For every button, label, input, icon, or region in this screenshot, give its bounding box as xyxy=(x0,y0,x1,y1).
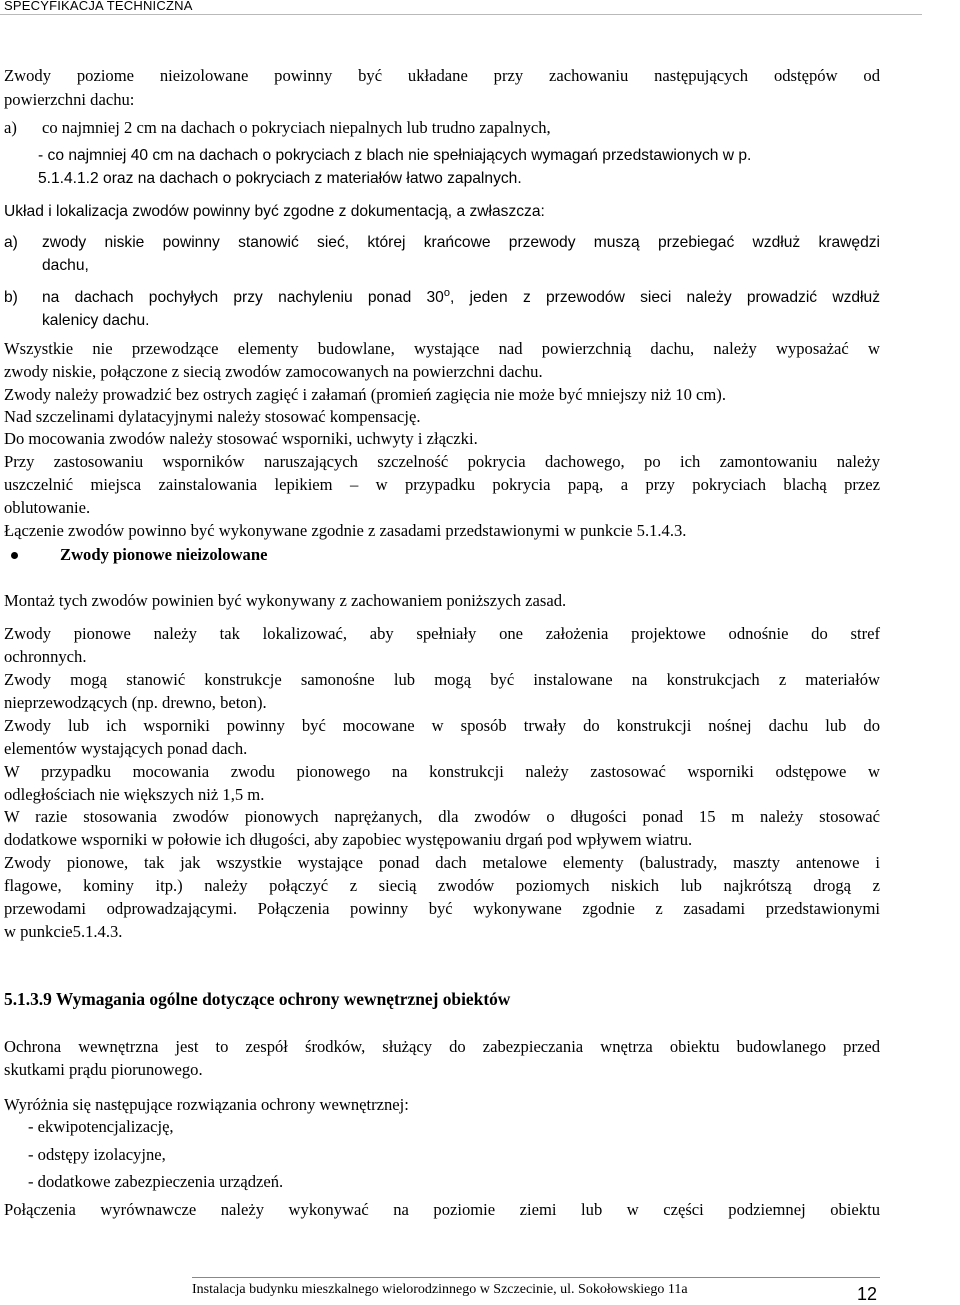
footer-divider xyxy=(192,1277,880,1278)
paragraph-line: Montaż tych zwodów powinien być wykonywany z zachowaniem poniższych zasad. xyxy=(4,591,567,610)
paragraph-line: uszczelnić miejsca zainstalowania lepikiem – w przypadku pokrycia papą, a przy pokryciach blachą przez xyxy=(4,475,880,494)
paragraph-line: dodatkowe wsporniki w połowie ich długości, aby zapobiec występowaniu drgań pod wpływem wiatru. xyxy=(4,830,693,849)
paragraph-line: flagowe, kominy itp.) należy połączyć z siecią zwodów poziomych niskich lub najkrótszą drogą z xyxy=(4,876,880,895)
paragraph-line: oblutowanie. xyxy=(4,498,91,517)
paragraph-line: Zwody należy prowadzić bez ostrych zagięć i załamań (promień zagięcia nie może być mniejszy niż 10 cm). xyxy=(4,385,726,404)
paragraph-line: Wyróżnia się następujące rozwiązania ochrony wewnętrznej: xyxy=(4,1095,409,1114)
list-item: kalenicy dachu. xyxy=(42,312,150,329)
paragraph-line: powierzchni dachu: xyxy=(4,90,135,109)
paragraph-line: Do mocowania zwodów należy stosować wsporniki, uchwyty i złączki. xyxy=(4,429,478,448)
paragraph-line: W przypadku mocowania zwodu pionowego na konstrukcji należy zastosować wsporniki odstępowe w xyxy=(4,762,880,781)
paragraph-line: Układ i lokalizacja zwodów powinny być zgodne z dokumentacją, a zwłaszcza: xyxy=(4,203,545,220)
header-title: SPECYFIKACJA TECHNICZNA xyxy=(4,0,193,13)
list-item xyxy=(42,287,880,309)
list-item-text: na dachach pochyłych przy nachyleniu ponad 30 xyxy=(42,289,444,306)
paragraph-line: odległościach nie większych niż 1,5 m. xyxy=(4,785,265,804)
list-item: - odstępy izolacyjne, xyxy=(28,1145,166,1164)
list-label: a) xyxy=(4,118,17,137)
paragraph-line: Ochrona wewnętrzna jest to zespół środków, służący do zabezpieczania wnętrza obiektu budowlanego przed xyxy=(4,1037,880,1056)
list-item: dachu, xyxy=(42,257,89,274)
degree-sup: o xyxy=(443,287,450,299)
paragraph-line: W razie stosowania zwodów pionowych naprężanych, dla zwodów o długości ponad 15 m należy stosować xyxy=(4,807,880,826)
paragraph-line: elementów wystających ponad dach. xyxy=(4,739,248,758)
paragraph-line: Zwody pionowe, tak jak wszystkie wystające ponad dach metalowe elementy (balustrady, maszty antenowe i xyxy=(4,853,880,872)
section-heading: 5.1.3.9 Wymagania ogólne dotyczące ochrony wewnętrznej obiektów xyxy=(4,989,511,1009)
paragraph-line: nieprzewodzących (np. drewno, beton). xyxy=(4,693,267,712)
page-number: 12 xyxy=(857,1284,878,1304)
list-label: b) xyxy=(4,289,18,306)
page-header xyxy=(0,0,922,15)
paragraph-line: Zwody pionowe należy tak lokalizować, aby spełniały one założenia projektowe odnośnie do stref xyxy=(4,624,880,643)
subsection-heading: Zwody pionowe nieizolowane xyxy=(60,545,268,564)
list-label: a) xyxy=(4,234,18,251)
list-item: co najmniej 2 cm na dachach o pokryciach niepalnych lub trudno zapalnych, xyxy=(42,118,551,137)
paragraph-line: Przy zastosowaniu wsporników naruszających szczelność pokrycia dachowego, po ich zamontowaniu należy xyxy=(4,452,880,471)
paragraph-line: Wszystkie nie przewodzące elementy budowlane, wystające nad powierzchnią dachu, należy wyposażać w xyxy=(4,339,880,358)
paragraph-line: Zwody poziome nieizolowane powinny być układane przy zachowaniu następujących odstępów od xyxy=(4,66,880,85)
list-item: 5.1.4.1.2 oraz na dachach o pokryciach z materiałów łatwo zapalnych. xyxy=(38,170,522,187)
paragraph-line: zwody niskie, połączone z siecią zwodów zamocowanych na powierzchni dachu. xyxy=(4,362,543,381)
paragraph-line: skutkami prądu piorunowego. xyxy=(4,1060,203,1079)
paragraph-line: ochronnych. xyxy=(4,647,87,666)
paragraph-line: w punkcie5.1.4.3. xyxy=(4,922,123,941)
footer-text: Instalacja budynku mieszkalnego wielorodzinnego w Szczecinie, ul. Sokołowskiego 11a xyxy=(192,1282,688,1297)
paragraph-line: Zwody lub ich wsporniki powinny być mocowane w sposób trwały do konstrukcji nośnej dachu lub do xyxy=(4,716,880,735)
list-item: - dodatkowe zabezpieczenia urządzeń. xyxy=(28,1172,284,1191)
list-item-text: , jeden z przewodów sieci należy prowadzić wzdłuż xyxy=(449,289,880,306)
list-item: - ekwipotencjalizację, xyxy=(28,1117,174,1136)
bullet-icon xyxy=(11,552,18,559)
paragraph-line: Połączenia wyrównawcze należy wykonywać na poziomie ziemi lub w części podziemnej obiektu xyxy=(4,1200,880,1219)
paragraph-line: Zwody mogą stanowić konstrukcje samonośne lub mogą być instalowane na konstrukcjach z materiałów xyxy=(4,670,880,689)
paragraph-line: Nad szczelinami dylatacyjnymi należy stosować kompensację. xyxy=(4,407,421,426)
list-item: zwody niskie powinny stanowić sieć, której krańcowe przewody muszą przebiegać wzdłuż krawędzi xyxy=(42,234,880,251)
list-item: - co najmniej 40 cm na dachach o pokryciach z blach nie spełniających wymagań przedstawionych w p. xyxy=(38,147,752,164)
paragraph-line: przewodami odprowadzającymi. Połączenia powinny być wykonywane zgodnie z zasadami przedstawionymi xyxy=(4,899,880,918)
paragraph-line: Łączenie zwodów powinno być wykonywane zgodnie z zasadami przedstawionymi w punkcie 5.1.4.3. xyxy=(4,521,687,540)
